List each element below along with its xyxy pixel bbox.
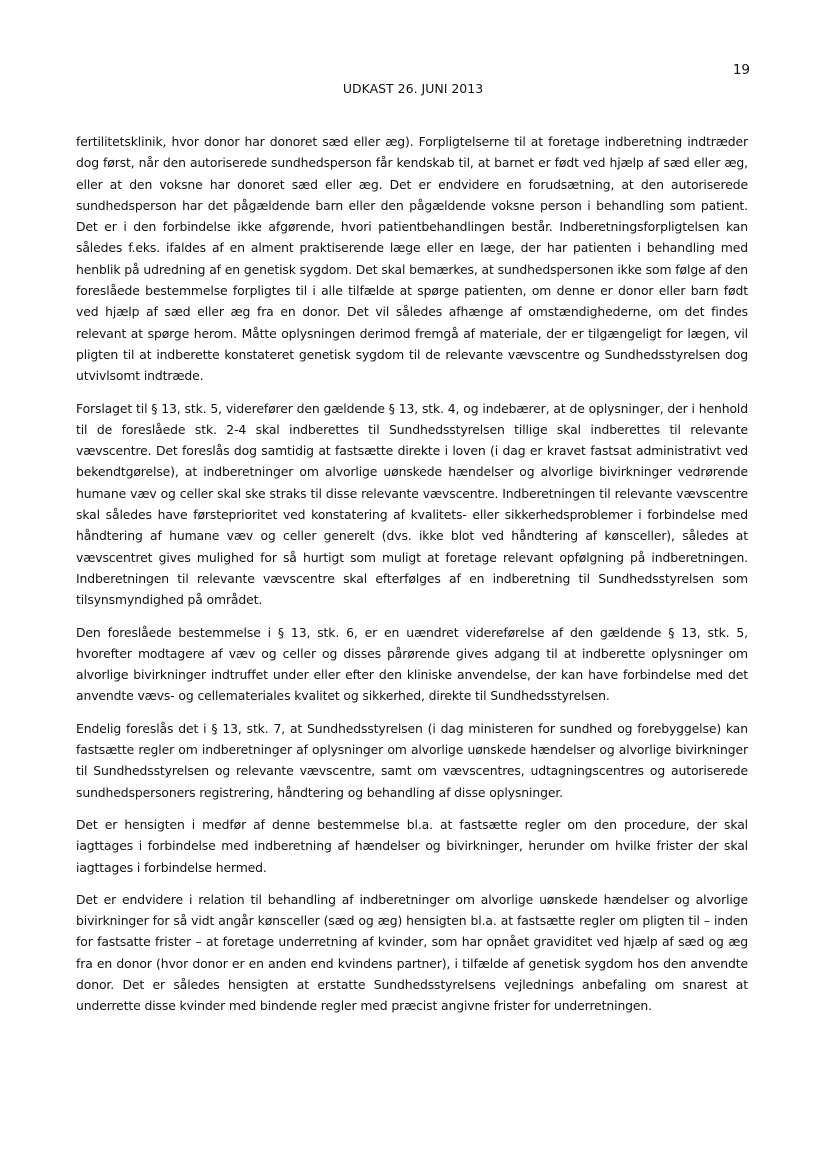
paragraph: Det er endvidere i relation til behandling af indberetninger om alvorlige uønskede hændelser og alvorlige bivirkninger for så vidt angår kønsceller (sæd og æg) hensigten bl.a. at fastsætte regler om pligten til – inden for fastsatte frister – at foretage underretning af kvinder, som har opnået graviditet ved hjælp af sæd og æg fra en donor (hvor donor er en anden end kvindens partner), i tilfælde af genetisk sygdom hos den anvendte donor. Det er således hensigten at erstatte Sundhedsstyrelsens vejlednings anbefaling om snarest at underrette disse kvinder med bindende regler med præcist angivne frister for underretningen. (76, 891, 748, 1014)
document-body (76, 131, 748, 1028)
paragraph: Den foreslåede bestemmelse i § 13, stk. 6, er en uændret videreførelse af den gældende § 13, stk. 5, hvorefter modtagere af væv og celler og disses pårørende gives adgang til at indberette oplysninger om alvorlige bivirkninger indtruffet under eller efter den kliniske anvendelse, der kan have forbindelse med det anvendte vævs- og cellemateriales kvalitet og sikkerhed, direkte til Sundhedsstyrelsen. (76, 624, 748, 704)
paragraph: Endelig foreslås det i § 13, stk. 7, at Sundhedsstyrelsen (i dag ministeren for sundhed og forebyggelse) kan fastsætte regler om indberetninger af oplysninger om alvorlige uønskede hændelser og alvorlige bivirkninger til Sundhedsstyrelsen og relevante vævscentre, samt om vævscentres, udtagningscentres og autoriserede sundhedspersoners registrering, håndtering og behandling af disse oplysninger. (76, 720, 748, 800)
page-number: 19 (732, 62, 750, 78)
paragraph: Det er hensigten i medfør af denne bestemmelse bl.a. at fastsætte regler om den procedure, der skal iagttages i forbindelse med indberetning af hændelser og bivirkninger, herunder om hvilke frister der skal iagttages i forbindelse hermed. (76, 816, 748, 875)
paragraph: fertilitetsklinik, hvor donor har donoret sæd eller æg). Forpligtelserne til at foretage indberetning indtræder dog først, når den autoriserede sundhedsperson får kendskab til, at barnet er født ved hjælp af sæd eller æg, eller at den voksne har donoret sæd eller æg. Det er endvidere en forudsætning, at den autoriserede sundhedsperson har det pågældende barn eller den pågældende voksne person i behandling som patient. Det er i den forbindelse ikke afgørende, hvori patientbehandlingen består. Indberetningsforpligtelsen kan således f.eks. ifaldes af en alment praktiserende læge eller en læge, der har patienten i behandling med henblik på udredning af en genetisk sygdom. Det skal bemærkes, at sundhedspersonen ikke som følge af den foreslåede bestemmelse forpligtes til i alle tilfælde at spørge patienten, om denne er donor eller barn født ved hjælp af sæd eller æg fra en donor. Det vil således afhænge af omstændighederne, om det findes relevant at spørge herom. Måtte oplysningen derimod fremgå af materiale, der er tilgængeligt for lægen, vil pligten til at indberette konstateret genetisk sygdom til de relevante vævscentre og Sundhedsstyrelsen dog utvivlsomt indtræde. (76, 134, 748, 384)
paragraph: Forslaget til § 13, stk. 5, viderefører den gældende § 13, stk. 4, og indebærer, at de oplysninger, der i henhold til de foreslåede stk. 2-4 skal indberettes til Sundhedsstyrelsen tillige skal indberettes til relevante vævscentre. Det foreslås dog samtidig at fastsætte direkte i loven (i dag er kravet fastsat administrativt ved bekendtgørelse), at indberetninger om alvorlige uønskede hændelser og alvorlige bivirkninger vedrørende humane væv og celler skal ske straks til disse relevante vævscentre. Indberetningen til relevante vævscentre skal således have førsteprioritet ved konstatering af kvalitets- eller sikkerhedsproblemer i forbindelse med håndtering af humane væv og celler generelt (dvs. ikke blot ved håndtering af kønsceller), således at vævscentret gives mulighed for så hurtigt som muligt at foretage relevant opfølgning på indberetningen. Indberetningen til relevante vævscentre skal efterfølges af en indberetning til Sundhedsstyrelsen som tilsynsmyndighed på området. (76, 400, 748, 608)
running-header: UDKAST 26. JUNI 2013 (342, 81, 484, 96)
